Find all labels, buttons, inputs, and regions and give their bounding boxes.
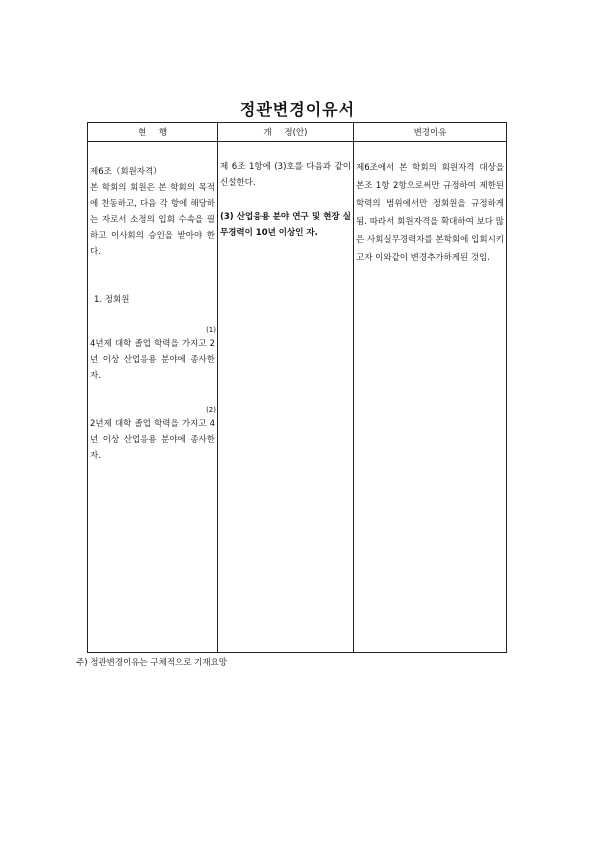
amendment-column xyxy=(218,142,354,653)
table-header-row xyxy=(88,123,507,142)
header-current: 현 행 xyxy=(88,123,218,142)
current-item2-mark: (2) xyxy=(206,406,216,414)
current-item-title: 1. 정회원 xyxy=(94,295,130,305)
reason-column xyxy=(354,142,507,653)
current-item2-text: 2년제 대학 졸업 학력을 가지고 4년 이상 산업응용 분야에 종사한 자. xyxy=(90,419,215,461)
current-item1-mark: (1) xyxy=(206,326,216,334)
current-article-heading: 제6조（회원자격） xyxy=(90,167,162,177)
header-amendment: 개 정(안) xyxy=(218,123,354,142)
current-column xyxy=(88,142,218,653)
current-item1-text: 4년제 대학 졸업 학력을 가지고 2년 이상 산업응용 분야에 종사한자. xyxy=(90,339,215,381)
footnote: 주) 정관변경이유는 구체적으로 기재요망 xyxy=(76,658,228,668)
amendment-intro: 제 6조 1항에 (3)호를 다음과 같이 신설한다. xyxy=(220,162,351,188)
amendment-table xyxy=(87,122,507,653)
table-body-row xyxy=(88,142,507,653)
reason-text: 제6조에서 본 학회의 회원자격 대상을 본조 1항 2항으로써만 규정하여 제한된 학력의 범위에서만 정회원을 규정하게됨. 따라서 회원자격을 확대하여 보다 많은 사회실무경력자를 본학회에 입회시키고자 이와같이 변경추가하게된 것임. xyxy=(356,163,504,263)
amendment-new-item: (3) 산업응용 분야 연구 및 현장 실무경력이 10년 이상인 자. xyxy=(220,212,351,238)
current-article-intro: 본 학회의 회원은 본 학회의 목적에 찬동하고, 다음 각 항에 해당하는 자로서 소정의 입회 수속을 필하고 이사회의 승인을 받아야 한다. xyxy=(90,183,215,257)
header-reason: 변경이유 xyxy=(354,123,507,142)
document-title: 정관변경이유서 xyxy=(239,100,356,119)
